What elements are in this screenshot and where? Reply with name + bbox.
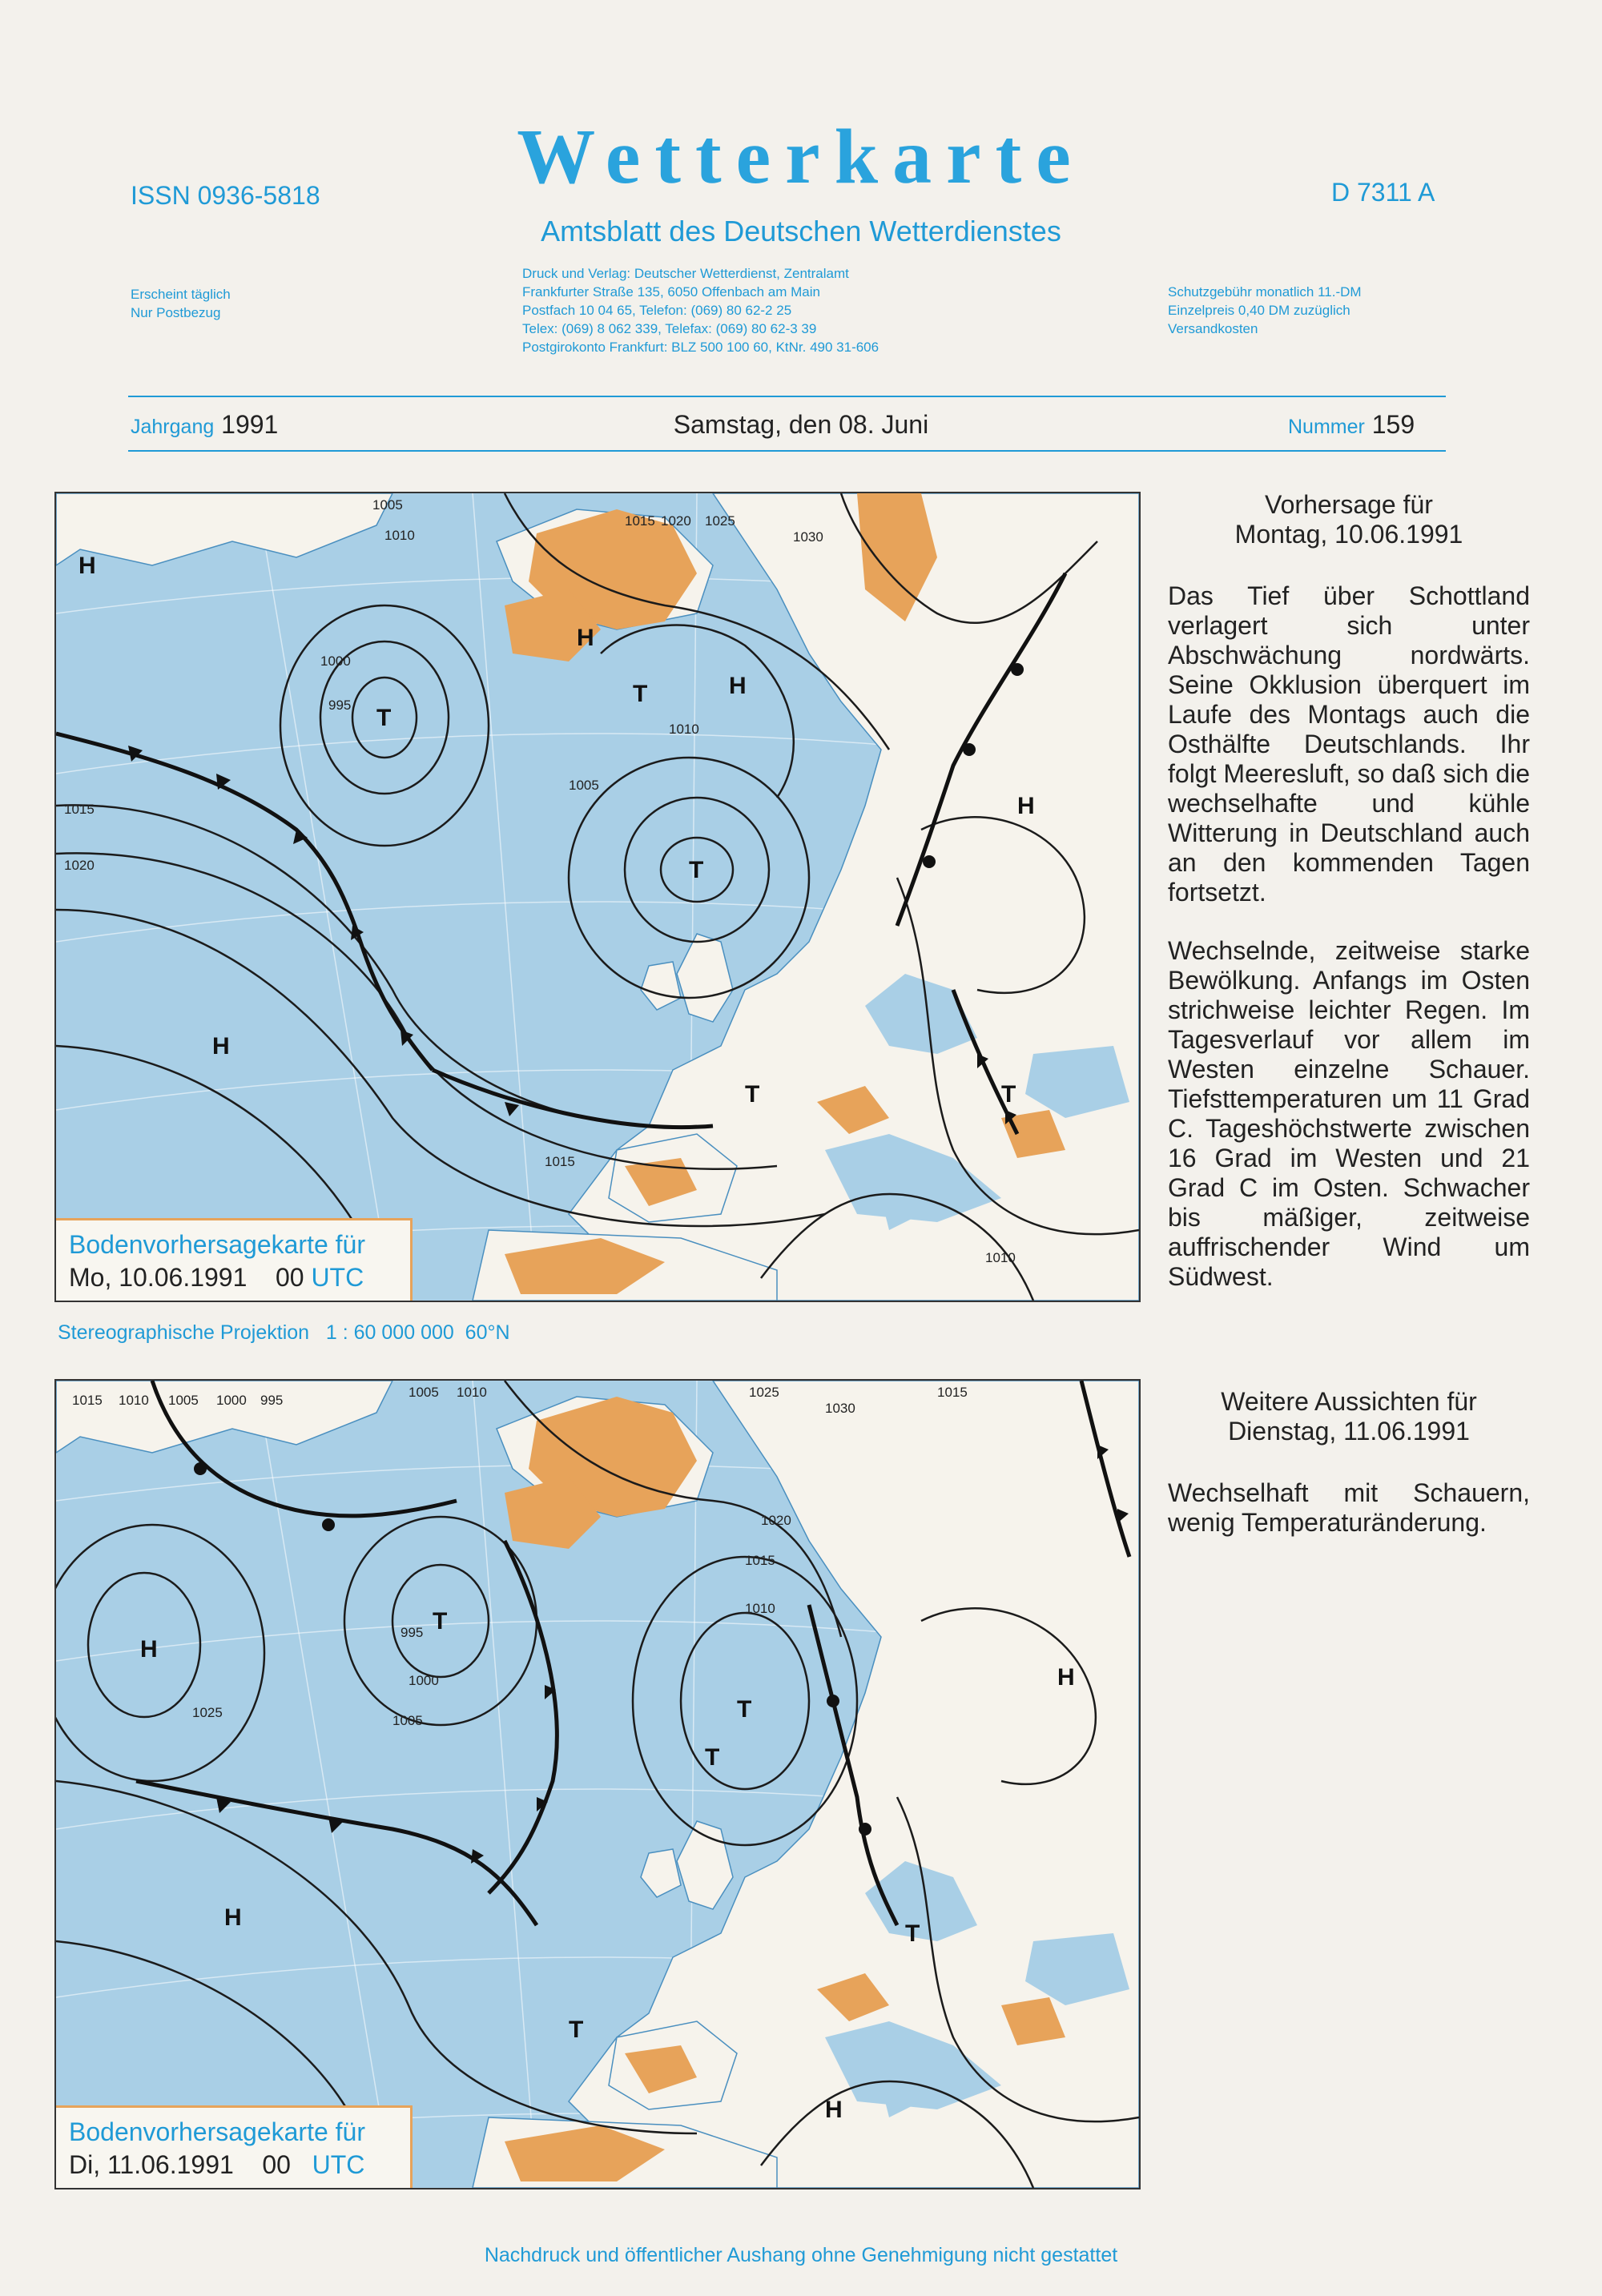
appears-line: Erscheint täglich (131, 287, 231, 302)
low-mark: T (689, 857, 704, 883)
greenland-coast (56, 1381, 392, 1453)
isobar-label: 995 (328, 698, 352, 713)
caption-datetime (69, 1261, 397, 1294)
isobar-label: 1000 (409, 1673, 439, 1688)
issue-number (1288, 410, 1415, 440)
high-mark: H (78, 553, 96, 579)
caption-hour: 00 (262, 2150, 291, 2179)
fees-block (1168, 283, 1362, 338)
caption-hour: 00 (275, 1263, 304, 1292)
address-block (522, 264, 879, 356)
map-monday-svg (56, 493, 1139, 1301)
fee-line: Schutzgebühr monatlich 11.-DM (1168, 284, 1362, 300)
high-mark: H (140, 1636, 158, 1663)
address-line: Postgirokonto Frankfurt: BLZ 500 100 60, KtNr. 490 31-606 (522, 340, 879, 355)
caption-date: Di, 11.06.1991 (69, 2150, 234, 2179)
low-mark: T (737, 1696, 752, 1723)
number-value: 159 (1371, 410, 1415, 439)
address-line: Frankfurter Straße 135, 6050 Offenbach am Main (522, 284, 820, 300)
address-line: Druck und Verlag: Deutscher Wetterdienst, Zentralamt (522, 266, 849, 281)
publisher-code: D 7311 A (1331, 178, 1435, 207)
address-line: Postfach 10 04 65, Telefon: (069) 80 62-2 25 (522, 303, 792, 318)
isobar-ring (56, 1525, 264, 1781)
year-value: 1991 (221, 410, 279, 439)
header-rule-top (128, 396, 1446, 397)
isobar-label: 1020 (64, 858, 95, 873)
low-mark: T (376, 705, 392, 731)
isobar-label: 1020 (761, 1513, 791, 1528)
page-title: Wetterkarte (517, 114, 1085, 200)
greenland-coast (56, 493, 392, 565)
fee-line: Versandkosten (1168, 321, 1258, 336)
isobar-label: 1005 (569, 778, 599, 793)
forecast-heading-line: Montag, 10.06.1991 (1234, 520, 1463, 549)
isobar-label: 1015 (72, 1393, 103, 1408)
low-mark: T (633, 681, 648, 707)
isobar-label: 1015 (625, 513, 655, 529)
forecast-paragraph-2: Wechselnde, zeitweise starke Bewölkung. Anfangs im Osten strichweise leichter Regen. Im Tagesverlauf vor allem im Westen einzelne Schauer. Tiefsttemperaturen um 11 Grad C. Tageshöchstwerte zwischen 16 Grad im Westen und 21 Grad C im Osten. Schwacher bis mäßiger, zeitweise auffrischender Wind um Südwest. (1168, 936, 1530, 1291)
isobar-label: 1030 (793, 529, 823, 545)
isobar-label: 1025 (749, 1385, 779, 1400)
caption-date: Mo, 10.06.1991 (69, 1263, 248, 1292)
ireland (641, 1849, 681, 1897)
isobar-label: 1015 (545, 1154, 575, 1169)
isobar-label: 1010 (119, 1393, 149, 1408)
isobar-label: 1000 (320, 653, 351, 669)
isobar-label: 1010 (745, 1601, 775, 1616)
outlook-heading-line: Weitere Aussichten für (1221, 1387, 1477, 1416)
outlook-heading (1168, 1387, 1530, 1446)
map-tuesday-svg (56, 1381, 1139, 2188)
appears-block (131, 285, 231, 322)
isobar-label: 1030 (825, 1401, 855, 1416)
caption-title: Bodenvorhersagekarte für (69, 1230, 365, 1259)
issue-date: Samstag, den 08. Juni (673, 410, 929, 439)
map-caption-monday (56, 1218, 413, 1301)
number-label: Nummer (1288, 416, 1365, 438)
high-mark: H (577, 625, 594, 651)
isobar-label: 995 (260, 1393, 284, 1408)
isobar-curve (601, 625, 794, 798)
low-mark: T (433, 1608, 448, 1635)
isobar-label: 1005 (372, 497, 403, 513)
high-mark: H (729, 673, 747, 699)
forecast-map-tuesday (54, 1379, 1141, 2189)
isobar-label: 1010 (384, 528, 415, 543)
forecast-map-monday (54, 492, 1141, 1302)
low-mark: T (745, 1081, 760, 1108)
projection-note: Stereographische Projektion 1 : 60 000 000 60°N (58, 1321, 510, 1344)
isobar-label: 1025 (705, 513, 735, 529)
high-mark: H (825, 2097, 843, 2123)
isobar-label: 1010 (669, 722, 699, 737)
outlook-column (1168, 1387, 1530, 1538)
high-mark: H (212, 1033, 230, 1060)
isobar-label: 1000 (216, 1393, 247, 1408)
outlook-heading-line: Dienstag, 11.06.1991 (1228, 1417, 1470, 1446)
isobar-label: 1010 (985, 1250, 1016, 1265)
high-mark: H (1057, 1664, 1075, 1691)
isobar-curve (56, 805, 697, 1126)
page-subtitle: Amtsblatt des Deutschen Wetterdienstes (541, 215, 1061, 247)
caption-datetime (69, 2148, 397, 2181)
high-mark: H (224, 1904, 242, 1931)
low-mark: T (705, 1744, 720, 1771)
isobar-label: 1005 (392, 1713, 423, 1728)
forecast-paragraph-1: Das Tief über Schottland verlagert sich unter Abschwächung nordwärts. Seine Okklusion überquert im Laufe des Montags auch die Osthälfte Deutschlands. Ihr folgt Meeresluft, so daß sich die wechselhafte und kühle Witterung in Deutschland auch an den kommenden Tagen fortsetzt. (1168, 581, 1530, 907)
cold-front (56, 734, 433, 1070)
address-line: Telex: (069) 8 062 339, Telefax: (069) 80 62-3 39 (522, 321, 817, 336)
isobar-label: 1015 (745, 1553, 775, 1568)
low-mark: T (569, 2017, 584, 2043)
low-mark: T (905, 1920, 920, 1947)
caption-utc: UTC (312, 2150, 365, 2179)
caption-title: Bodenvorhersagekarte für (69, 2117, 365, 2146)
fee-line: Einzelpreis 0,40 DM zuzüglich (1168, 303, 1350, 318)
year-label: Jahrgang (131, 416, 215, 438)
isobar-label: 1005 (168, 1393, 199, 1408)
isobar-label: 1015 (937, 1385, 968, 1400)
high-mark: H (1017, 793, 1035, 819)
isobar-label: 1025 (192, 1705, 223, 1720)
isobar-label: 1020 (661, 513, 691, 529)
forecast-heading (1168, 490, 1530, 549)
isobar-label: 1005 (409, 1385, 439, 1400)
appears-line: Nur Postbezug (131, 305, 221, 320)
isobar-label: 1015 (64, 802, 95, 817)
header-rule-bottom (128, 450, 1446, 452)
great-britain (677, 1821, 733, 1909)
footer-notice: Nachdruck und öffentlicher Aushang ohne Genehmigung nicht gestattet (484, 2244, 1118, 2266)
ireland (641, 962, 681, 1010)
issn: ISSN 0936-5818 (131, 181, 320, 210)
caption-utc: UTC (311, 1263, 364, 1292)
low-mark: T (1001, 1081, 1016, 1108)
outlook-paragraph: Wechselhaft mit Schauern, wenig Temperaturänderung. (1168, 1478, 1530, 1537)
forecast-column (1168, 490, 1530, 1292)
great-britain (677, 934, 733, 1022)
forecast-heading-line: Vorhersage für (1265, 490, 1433, 519)
isobar-label: 1010 (457, 1385, 487, 1400)
isobar-label: 995 (400, 1625, 424, 1640)
map-caption-tuesday (56, 2105, 413, 2188)
